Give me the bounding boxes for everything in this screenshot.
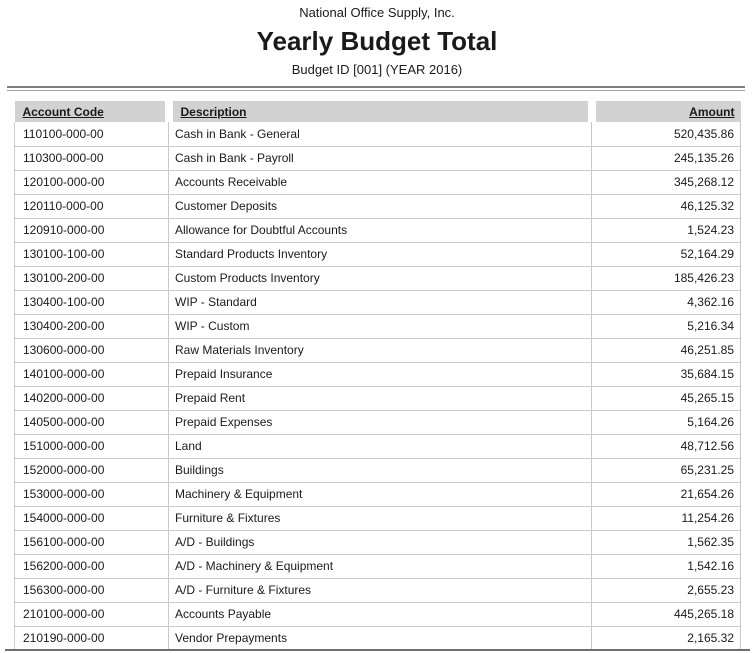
table-row [15,578,741,602]
account-code-cell: 120100-000-00 [15,170,169,194]
table-row [15,218,741,242]
report-header [0,0,754,78]
table-row [15,122,741,146]
amount-cell: 1,562.35 [592,530,741,554]
amount-cell: 445,265.18 [592,602,741,626]
amount-cell: 5,216.34 [592,314,741,338]
table-row [15,386,741,410]
description-cell: Cash in Bank - Payroll [169,146,592,170]
description-cell: Accounts Payable [169,602,592,626]
description-cell: Raw Materials Inventory [169,338,592,362]
amount-cell: 4,362.16 [592,290,741,314]
description-cell: Land [169,434,592,458]
table-row [15,434,741,458]
amount-cell: 21,654.26 [592,482,741,506]
table-row [15,554,741,578]
description-cell: Custom Products Inventory [169,266,592,290]
account-code-cell: 156300-000-00 [15,578,169,602]
table-row [15,290,741,314]
description-cell: Buildings [169,458,592,482]
description-cell: Accounts Receivable [169,170,592,194]
company-name: National Office Supply, Inc. [299,5,455,20]
description-cell: A/D - Buildings [169,530,592,554]
account-code-cell: 130400-200-00 [15,314,169,338]
account-code-cell: 151000-000-00 [15,434,169,458]
account-code-cell: 154000-000-00 [15,506,169,530]
table-row [15,410,741,434]
account-code-cell: 130400-100-00 [15,290,169,314]
description-cell: Allowance for Doubtful Accounts [169,218,592,242]
amount-cell: 245,135.26 [592,146,741,170]
amount-cell: 520,435.86 [592,122,741,146]
description-cell: A/D - Machinery & Equipment [169,554,592,578]
account-code-cell: 120910-000-00 [15,218,169,242]
table-row [15,146,741,170]
table-row [15,362,741,386]
amount-cell: 345,268.12 [592,170,741,194]
amount-cell: 11,254.26 [592,506,741,530]
account-code-cell: 156100-000-00 [15,530,169,554]
table-row [15,602,741,626]
account-code-cell: 130600-000-00 [15,338,169,362]
amount-cell: 46,125.32 [592,194,741,218]
account-code-cell: 140500-000-00 [15,410,169,434]
table-row [15,194,741,218]
description-cell: Standard Products Inventory [169,242,592,266]
description-cell: Prepaid Rent [169,386,592,410]
amount-cell: 2,165.32 [592,626,741,650]
amount-cell: 65,231.25 [592,458,741,482]
account-code-cell: 140100-000-00 [15,362,169,386]
table-row [15,338,741,362]
description-cell: Cash in Bank - General [169,122,592,146]
description-cell: WIP - Custom [169,314,592,338]
table-row [15,266,741,290]
table-row [15,530,741,554]
amount-cell: 35,684.15 [592,362,741,386]
table-row [15,506,741,530]
account-code-cell: 110300-000-00 [15,146,169,170]
budget-table [14,101,741,651]
column-header-amount: Amount [592,101,741,122]
amount-cell: 52,164.29 [592,242,741,266]
amount-cell: 46,251.85 [592,338,741,362]
table-row [15,482,741,506]
account-code-cell: 120110-000-00 [15,194,169,218]
report-subtitle: Budget ID [001] (YEAR 2016) [291,62,463,77]
table-row [15,314,741,338]
column-header-description: Description [169,101,592,122]
amount-cell: 1,524.23 [592,218,741,242]
amount-cell: 1,542.16 [592,554,741,578]
table-row [15,242,741,266]
account-code-cell: 140200-000-00 [15,386,169,410]
account-code-cell: 153000-000-00 [15,482,169,506]
account-code-cell: 156200-000-00 [15,554,169,578]
amount-cell: 45,265.15 [592,386,741,410]
table-header-row [15,101,741,122]
account-code-cell: 210190-000-00 [15,626,169,650]
table-row [15,170,741,194]
account-code-cell: 110100-000-00 [15,122,169,146]
amount-cell: 2,655.23 [592,578,741,602]
amount-cell: 185,426.23 [592,266,741,290]
account-code-cell: 130100-100-00 [15,242,169,266]
description-cell: A/D - Furniture & Fixtures [169,578,592,602]
account-code-cell: 130100-200-00 [15,266,169,290]
account-code-cell: 152000-000-00 [15,458,169,482]
description-cell: WIP - Standard [169,290,592,314]
description-cell: Customer Deposits [169,194,592,218]
column-header-account-code: Account Code [15,101,169,122]
description-cell: Vendor Prepayments [169,626,592,650]
report-title: Yearly Budget Total [256,26,498,56]
account-code-cell: 210100-000-00 [15,602,169,626]
table-row [15,626,741,650]
description-cell: Machinery & Equipment [169,482,592,506]
description-cell: Prepaid Insurance [169,362,592,386]
description-cell: Furniture & Fixtures [169,506,592,530]
header-rule [7,86,745,91]
page-bottom-rule [5,649,750,651]
table-row [15,458,741,482]
amount-cell: 5,164.26 [592,410,741,434]
amount-cell: 48,712.56 [592,434,741,458]
description-cell: Prepaid Expenses [169,410,592,434]
